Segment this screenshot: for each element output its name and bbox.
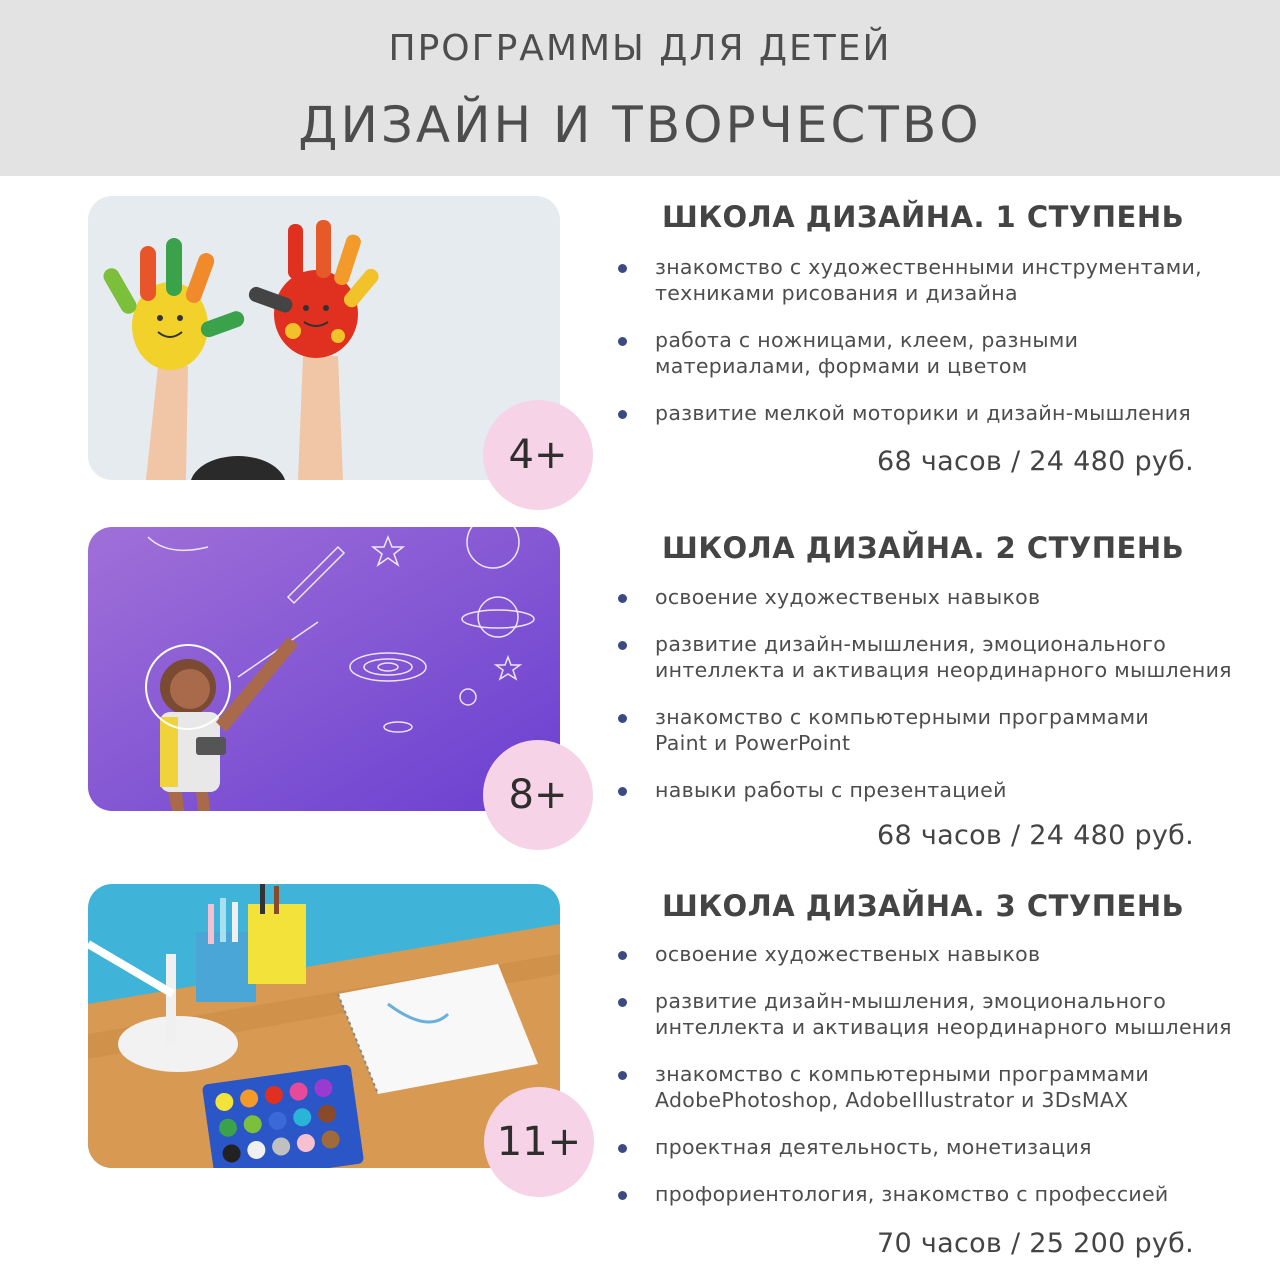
page-title: ДИЗАЙН И ТВОРЧЕСТВО bbox=[298, 96, 982, 154]
list-item: развитие дизайн-мышления, эмоционального интеллекта и активация неординарного мышления bbox=[615, 631, 1235, 683]
list-item: знакомство с компьютерными программами Paint и PowerPoint bbox=[615, 704, 1235, 756]
age-badge-3: 11+ bbox=[484, 1087, 594, 1197]
list-item: навыки работы с презентацией bbox=[615, 777, 1235, 803]
list-item: развитие мелкой моторики и дизайн-мышления bbox=[615, 400, 1235, 426]
bullet-icon bbox=[618, 641, 627, 650]
bullet-icon bbox=[618, 714, 627, 723]
program-3-price: 70 часов / 25 200 руб. bbox=[877, 1228, 1194, 1259]
bullet-icon bbox=[618, 410, 627, 419]
list-item: развитие дизайн-мышления, эмоционального интеллекта и активация неординарного мышления bbox=[615, 988, 1235, 1040]
list-item: знакомство с художественными инструментами, техниками рисования и дизайна bbox=[615, 254, 1235, 306]
program-2-price: 68 часов / 24 480 руб. bbox=[877, 820, 1194, 851]
bullet-icon bbox=[618, 998, 627, 1007]
bullet-icon bbox=[618, 787, 627, 796]
age-badge-2: 8+ bbox=[483, 740, 593, 850]
age-badge-1: 4+ bbox=[483, 400, 593, 510]
program-2-title: ШКОЛА ДИЗАЙНА. 2 СТУПЕНЬ bbox=[662, 531, 1185, 565]
bullet-icon bbox=[618, 1191, 627, 1200]
bullet-icon bbox=[618, 951, 627, 960]
bullet-icon bbox=[618, 337, 627, 346]
page-header bbox=[0, 0, 1280, 176]
program-2-bullets bbox=[615, 584, 1235, 824]
bullet-icon bbox=[618, 1144, 627, 1153]
program-3-bullets bbox=[615, 941, 1235, 1228]
page-subtitle: ПРОГРАММЫ ДЛЯ ДЕТЕЙ bbox=[388, 28, 892, 69]
program-1-bullets bbox=[615, 254, 1235, 447]
program-3-title: ШКОЛА ДИЗАЙНА. 3 СТУПЕНЬ bbox=[662, 889, 1185, 923]
list-item: работа с ножницами, клеем, разными материалами, формами и цветом bbox=[615, 327, 1235, 379]
list-item: знакомство с компьютерными программами AdobePhotoshop, AdobeIllustrator и 3DsMAX bbox=[615, 1061, 1235, 1113]
program-1-title: ШКОЛА ДИЗАЙНА. 1 СТУПЕНЬ bbox=[662, 200, 1185, 234]
list-item: профориентология, знакомство с профессией bbox=[615, 1181, 1235, 1207]
list-item: освоение художественых навыков bbox=[615, 941, 1235, 967]
list-item: освоение художественых навыков bbox=[615, 584, 1235, 610]
bullet-icon bbox=[618, 264, 627, 273]
list-item: проектная деятельность, монетизация bbox=[615, 1134, 1235, 1160]
bullet-icon bbox=[618, 1071, 627, 1080]
bullet-icon bbox=[618, 594, 627, 603]
program-1-price: 68 часов / 24 480 руб. bbox=[877, 446, 1194, 477]
